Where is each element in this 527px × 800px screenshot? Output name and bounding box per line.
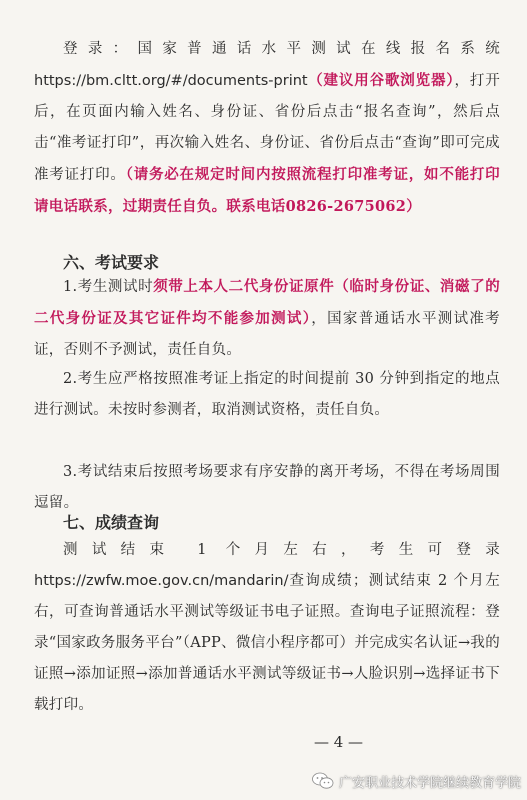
register-url[interactable]: https://bm.cltt.org/#/documents-print	[34, 73, 308, 89]
item1-red: 须带上本人二代身份证原件（临时身份证、消磁了的二代身份证及其它证件均不能参加测试）	[34, 278, 500, 327]
item1-prefix: 1.考生测试时	[63, 279, 154, 295]
watermark-text: 广安职业技术学院继续教育学院	[338, 775, 521, 791]
section6-item2: 2.考生应严格按照准考证上指定的时间提前 30 分钟到指定的地点进行测试。未按时参测者，取消测试资格，责任自负。	[34, 371, 500, 418]
section7-paragraph	[34, 535, 500, 721]
section6-item1	[34, 271, 500, 366]
section7-text-b: 查询成绩；测试结束 2 个月左右，可查询普通话水平测试等级证书电子证照。查询电子证照流程：登录“国家政务服务平台”（APP、微信小程序都可）并完成实名认证→我的证照→添加证照→添加普通话水平测试等级证书→人脸识别→选择证书下载打印。	[34, 573, 500, 713]
register-paragraph	[34, 34, 500, 223]
section7-heading: 七、成绩查询	[63, 513, 160, 532]
section7-url[interactable]: https://zwfw.moe.gov.cn/mandarin/	[34, 573, 289, 589]
section6-heading: 六、考试要求	[63, 253, 160, 272]
register-text-a: 登录：国家普通话水平测试在线报名系统	[63, 41, 500, 57]
item1-suffix: ，国家普通话水平测试准考证，否则不予测试，责任自负。	[34, 311, 500, 358]
register-warning: （请务必在规定时间内按照流程打印准考证，如不能打印请电话联系，过期责任自负。联系电话0826-2675062）	[34, 166, 500, 215]
register-text-b: ，打开后，在页面内输入姓名、身份证、省份后点击“报名查询”，然后点击“准考证打印”，再次输入姓名、身份证、省份后点击“查询”即可完成准考证打印。	[34, 73, 500, 183]
wechat-icon	[312, 772, 334, 790]
section7-text-a: 测试结束 1 个月左右，考生可登录	[63, 542, 500, 558]
page-number: — 4 —	[313, 733, 364, 751]
section6-item3: 3.考试结束后按照考场要求有序安静的离开考场，不得在考场周围逗留。	[34, 464, 500, 511]
browser-note: （建议用谷歌浏览器）	[307, 72, 455, 89]
watermark	[312, 768, 521, 794]
